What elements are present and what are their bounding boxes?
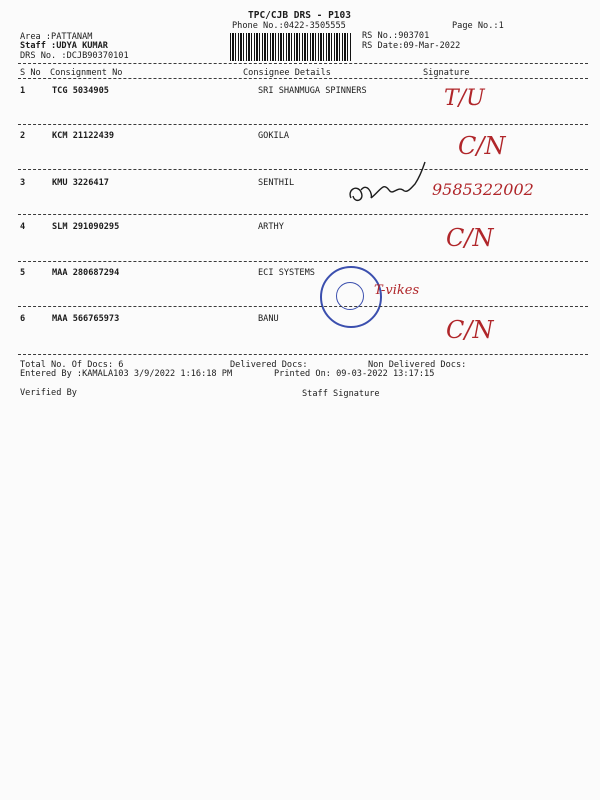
row-consignment: KCM 21122439 xyxy=(52,131,115,141)
barcode xyxy=(230,33,352,61)
row-rule xyxy=(18,261,588,262)
total-docs: Total No. Of Docs: 6 xyxy=(20,360,124,370)
row-handwriting: T-vikes xyxy=(374,283,420,298)
entered-by: Entered By :KAMALA103 3/9/2022 1:16:18 PM xyxy=(20,369,233,379)
row-sno: 5 xyxy=(20,268,26,278)
column-rule xyxy=(18,78,588,79)
delivered-docs: Delivered Docs: xyxy=(230,360,308,370)
verified-by: Verified By xyxy=(20,388,77,398)
row-consignee: SRI SHANMUGA SPINNERS xyxy=(258,86,367,96)
row-consignee: ECI SYSTEMS xyxy=(258,268,315,278)
company-stamp xyxy=(320,266,382,328)
row-consignee: GOKILA xyxy=(258,131,290,141)
row-rule xyxy=(18,124,588,125)
row-consignee: BANU xyxy=(258,314,279,324)
row-handwriting: 9585322002 xyxy=(432,180,534,199)
col-signature: Signature xyxy=(423,68,470,78)
row-sno: 2 xyxy=(20,131,26,141)
row-rule xyxy=(18,306,588,307)
rs-number: RS No.:903701 xyxy=(362,31,430,41)
row-consignment: MAA 280687294 xyxy=(52,268,120,278)
row-consignee: ARTHY xyxy=(258,222,284,232)
phone-number: Phone No.:0422-3505555 xyxy=(232,21,346,31)
document-title: TPC/CJB DRS - P103 xyxy=(248,10,351,21)
row-sno: 4 xyxy=(20,222,26,232)
row-sno: 6 xyxy=(20,314,26,324)
row-consignment: MAA 566765973 xyxy=(52,314,120,324)
rs-date: RS Date:09-Mar-2022 xyxy=(362,41,461,51)
row-handwriting: C/N xyxy=(458,132,506,160)
row-consignee: SENTHIL xyxy=(258,178,295,188)
row-sno: 3 xyxy=(20,178,26,188)
row-handwriting: C/N xyxy=(446,316,494,344)
col-sno: S No xyxy=(20,68,41,78)
row-handwriting: T/U xyxy=(444,86,485,111)
row-handwriting: C/N xyxy=(446,224,494,252)
col-consignment: Consignment No xyxy=(50,68,123,78)
row-consignment: SLM 291090295 xyxy=(52,222,120,232)
row-rule xyxy=(18,169,588,170)
staff-field: Staff :UDYA KUMAR xyxy=(20,41,108,51)
non-delivered-docs: Non Delivered Docs: xyxy=(368,360,467,370)
header-rule xyxy=(18,63,588,64)
footer-rule xyxy=(18,354,588,355)
printed-on: Printed On: 09-03-2022 13:17:15 xyxy=(274,369,435,379)
staff-signature: Staff Signature xyxy=(302,389,380,399)
col-consignee: Consignee Details xyxy=(243,68,331,78)
row-rule xyxy=(18,214,588,215)
handwritten-signature xyxy=(345,160,430,210)
row-sno: 1 xyxy=(20,86,26,96)
row-consignment: KMU 3226417 xyxy=(52,178,109,188)
area-field: Area :PATTANAM xyxy=(20,32,93,42)
row-consignment: TCG 5034905 xyxy=(52,86,109,96)
page-number: Page No.:1 xyxy=(452,21,504,31)
drs-number: DRS No. :DCJB90370101 xyxy=(20,51,129,61)
